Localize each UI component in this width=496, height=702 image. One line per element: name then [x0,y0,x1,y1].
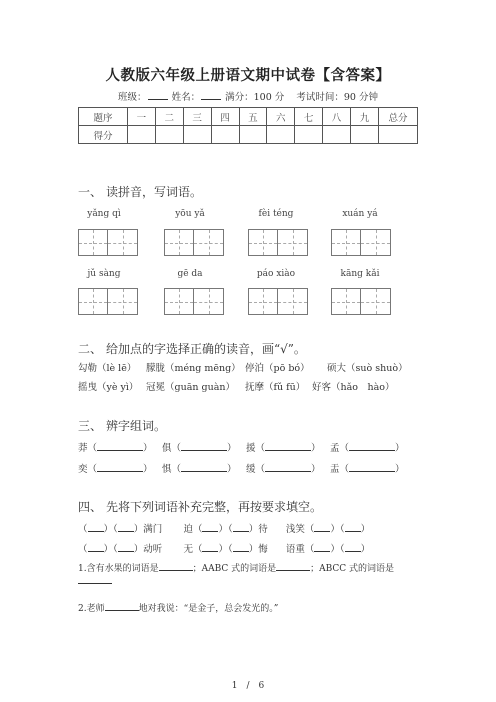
exam-info [0,89,496,103]
header-cell: 二 [155,108,183,126]
idiom-text: ） [360,524,371,535]
name-label: 姓名： [171,92,201,103]
idiom-text: ）（ [330,524,345,535]
answer-blank[interactable] [202,542,218,552]
answer-blank[interactable] [265,462,311,472]
page-title: 人教版六年级上册语文期中试卷【含答案】 [105,67,391,84]
answer-blank[interactable] [345,522,361,532]
word-group-item [246,461,321,475]
exam-time: 考试时间：90 分钟 [296,92,378,103]
idiom-text: ）（ [218,544,233,555]
char-open: 盂（ [330,464,350,475]
score-cell[interactable] [155,126,183,144]
idiom-text: 浅笑（ [285,524,315,535]
full-score: 满分：100 分 [225,92,285,103]
idiom-text: 无（ [183,544,203,555]
answer-blank[interactable] [159,561,193,571]
pinyin: páo xiào [256,269,296,279]
score-cell[interactable] [128,126,156,144]
section-number: 三、 [78,419,103,433]
header-cell: 四 [211,108,239,126]
header-cell: 一 [128,108,156,126]
word-group-item [162,440,237,454]
char-open: 孟（ [330,443,350,454]
answer-blank[interactable] [78,583,112,584]
section-number: 四、 [78,500,103,514]
answer-blank[interactable] [314,522,330,532]
idiom-text: ） [360,544,371,555]
question-text: 地对我说：“是金子，总会发光的。” [138,604,279,614]
score-header-row [79,108,418,126]
char-close: ） [311,464,321,475]
char-open: 奕（ [78,464,98,475]
word-group-item [78,461,153,475]
reading-choice[interactable]: 摇曳（yè yì） [78,382,139,393]
question-text: ；ABCC 式的词语是 [310,564,395,574]
answer-blank[interactable] [118,542,134,552]
char-open: 缓（ [246,464,266,475]
section-1-heading [78,183,202,200]
page-number: 1 / 6 [231,681,265,691]
score-cell[interactable] [323,126,351,144]
section-title: 辨字组词。 [106,419,167,433]
idiom-row [78,521,370,535]
header-cell: 九 [351,108,379,126]
char-close: ） [395,464,405,475]
score-cell[interactable] [267,126,295,144]
section-number: 一、 [78,185,103,199]
section-title: 读拼音，写词语。 [106,185,203,199]
class-label: 班级： [118,92,147,103]
idiom-row [78,541,370,555]
name-blank[interactable] [201,90,221,100]
answer-blank[interactable] [265,441,311,451]
header-cell: 五 [239,108,267,126]
reading-choice[interactable]: 抚摩（fǔ fū） [245,382,306,393]
header-cell: 六 [267,108,295,126]
header-cell: 八 [323,108,351,126]
word-group-item [246,440,321,454]
char-close: ） [227,443,237,454]
word-group-item [78,440,153,454]
section-4-heading [78,498,322,515]
answer-blank[interactable] [314,542,330,552]
answer-blank[interactable] [88,542,104,552]
char-open: 惧（ [162,464,182,475]
idiom-text: ）（ [103,544,118,555]
score-cell[interactable] [211,126,239,144]
answer-blank[interactable] [97,441,143,451]
char-open: 莽（ [78,443,98,454]
writing-grid[interactable] [78,229,138,256]
char-open: 俱（ [162,443,182,454]
reading-choice[interactable]: 好客（hǎo hào） [312,382,395,393]
word-group-item [162,461,237,475]
header-cell: 总分 [379,108,418,126]
idiom-text: ）满门 [133,524,163,535]
score-row-label: 得分 [79,126,128,144]
answer-blank[interactable] [345,542,361,552]
header-cell: 题序 [79,108,128,126]
question-2 [78,601,278,614]
writing-grid[interactable] [248,229,308,256]
score-cell[interactable] [379,126,418,144]
question-1 [78,561,394,574]
answer-blank[interactable] [181,462,227,472]
pinyin: jǔ sàng [87,269,121,279]
char-open: 援（ [246,443,266,454]
writing-grid[interactable] [164,229,224,256]
answer-blank[interactable] [105,601,139,611]
char-close: ） [143,443,153,454]
question-text: ；AABC 式的词语是 [192,564,277,574]
idiom-text: ）待 [248,524,268,535]
word-group-item [330,440,405,454]
reading-choice[interactable]: 朦胧（méng mēng） [146,363,241,374]
answer-blank[interactable] [88,522,104,532]
idiom-text: （ [78,524,88,535]
idiom-text: ）（ [218,524,233,535]
writing-grid[interactable] [331,229,391,256]
word-group-item [330,461,405,475]
section-3-heading [78,417,166,434]
pinyin: kāng kǎi [340,269,380,279]
score-table [78,107,418,144]
score-cell[interactable] [295,126,323,144]
pinyin: xuán yá [342,209,378,219]
char-close: ） [395,443,405,454]
char-close: ） [227,464,237,475]
pinyin: fèi téng [258,209,294,219]
writing-grid[interactable] [164,288,224,315]
reading-choice[interactable]: 勾勒（lè lē） [78,363,137,374]
section-title: 先将下列词语补充完整，再按要求填空。 [106,500,323,514]
idiom-text: （ [78,544,88,555]
writing-grid[interactable] [78,288,138,315]
char-close: ） [143,464,153,475]
score-cell[interactable] [239,126,267,144]
idiom-text: ）（ [330,544,345,555]
answer-blank[interactable] [233,542,249,552]
idiom-text: ）悔 [248,544,268,555]
pinyin: gē da [177,269,203,279]
pinyin: yǎng qì [87,209,121,219]
header-cell: 七 [295,108,323,126]
reading-choice[interactable]: 停泊（pō bó） [245,363,310,374]
pinyin: yōu yǎ [175,209,205,219]
section-title: 给加点的字选择正确的读音，画“√”。 [106,342,306,356]
answer-blank[interactable] [118,522,134,532]
idiom-text: 迫（ [183,524,203,535]
question-text: 2.老师 [78,604,105,614]
idiom-text: ）（ [103,524,118,535]
answer-blank[interactable] [181,441,227,451]
reading-choice[interactable]: 冠冕（guān guàn） [146,382,235,393]
char-close: ） [311,443,321,454]
question-text: 1.含有水果的词语是 [78,564,159,574]
answer-blank[interactable] [349,462,395,472]
score-cell[interactable] [183,126,211,144]
answer-blank[interactable] [276,561,310,571]
answer-blank[interactable] [202,522,218,532]
class-blank[interactable] [148,90,168,100]
score-row [79,126,418,144]
writing-grid[interactable] [331,288,391,315]
idiom-text: ）动听 [133,544,163,555]
section-2-heading [78,340,306,357]
header-cell: 三 [183,108,211,126]
idiom-text: 语重（ [285,544,315,555]
answer-blank[interactable] [349,441,395,451]
answer-blank[interactable] [233,522,249,532]
answer-blank[interactable] [97,462,143,472]
score-cell[interactable] [351,126,379,144]
section-number: 二、 [78,342,103,356]
reading-choice[interactable]: 硕大（suò shuò） [327,363,408,374]
writing-grid[interactable] [248,288,308,315]
